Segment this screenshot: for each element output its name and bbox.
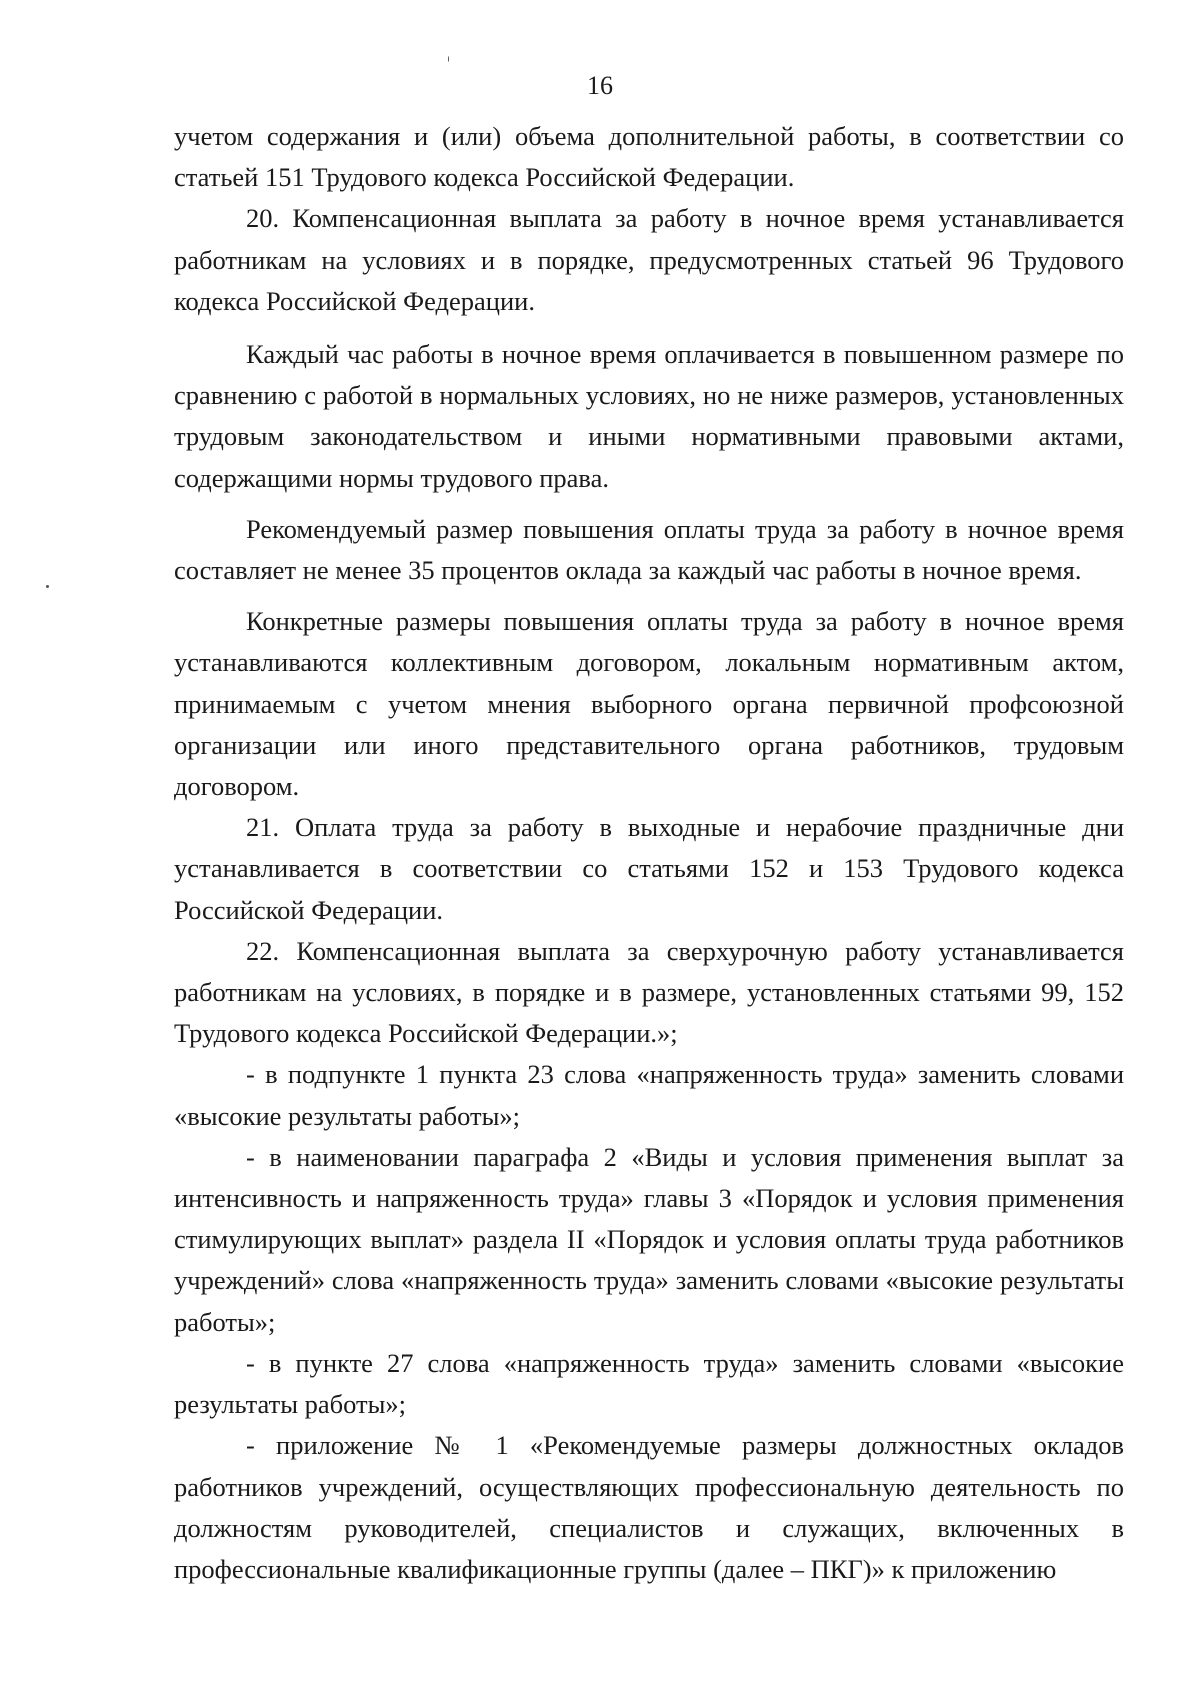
paragraph-recommended-increase: Рекомендуемый размер повышения оплаты труда за работу в ночное время составляет не менее 35 процентов оклада за каждый час работы в ночное время. — [174, 513, 1124, 586]
paragraph-subitem-23-change: - в подпункте 1 пункта 23 слова «напряженность труда» заменить словами «высокие результаты работы»; — [174, 1059, 1124, 1131]
paragraph-item-27-change: - в пункте 27 слова «напряженность труда» заменить словами «высокие результаты работы»; — [174, 1347, 1124, 1420]
paragraph-continuation: учетом содержания и (или) объема дополнительной работы, в соответствии со статьей 151 Трудового кодекса Российской Федерации. — [174, 121, 1124, 193]
paragraph-item-22: 22. Компенсационная выплата за сверхурочную работу устанавливается работникам на условиях, в порядке и в размере, установленных статьями 99, 152 Трудового кодекса Российской Федерации.»; — [174, 935, 1124, 1049]
paragraph-section-2-title-change: - в наименовании параграфа 2 «Виды и условия применения выплат за интенсивность и напряженность труда» главы 3 «Порядок и условия применения стимулирующих выплат» раздела II «Порядок и условия оплаты труда работников учреждений» слова «напряженность труда» заменить словами «высокие результаты работы»; — [174, 1141, 1124, 1337]
page-number: 16 — [587, 71, 613, 100]
paragraph-specific-sizes: Конкретные размеры повышения оплаты труда за работу в ночное время устанавливаются коллективным договором, локальным нормативным актом, принимаемым с учетом мнения выборного органа первичной профсоюзной организации или иного представительного органа работников, трудовым договором. — [174, 606, 1124, 802]
scan-speck — [448, 56, 449, 62]
paragraph-appendix-1-change: - приложение № 1 «Рекомендуемые размеры должностных окладов работников учреждений, осуществляющих профессиональную деятельность по должностям руководителей, специалистов и служащих, включенных в профессиональные квалификационные группы (далее – ПКГ)» к приложению — [174, 1430, 1124, 1584]
scan-speck — [46, 585, 49, 588]
paragraph-night-hour-pay: Каждый час работы в ночное время оплачивается в повышенном размере по сравнению с работой в нормальных условиях, но не ниже размеров, установленных трудовым законодательством и иными нормативными правовыми актами, содержащими нормы трудового права. — [174, 339, 1124, 493]
paragraph-item-21: 21. Оплата труда за работу в выходные и нерабочие праздничные дни устанавливается в соответствии со статьями 152 и 153 Трудового кодекса Российской Федерации. — [174, 812, 1124, 925]
document-body — [174, 116, 1124, 1590]
paragraph-item-20: 20. Компенсационная выплата за работу в ночное время устанавливается работникам на условиях и в порядке, предусмотренных статьей 96 Трудового кодекса Российской Федерации. — [174, 203, 1124, 316]
